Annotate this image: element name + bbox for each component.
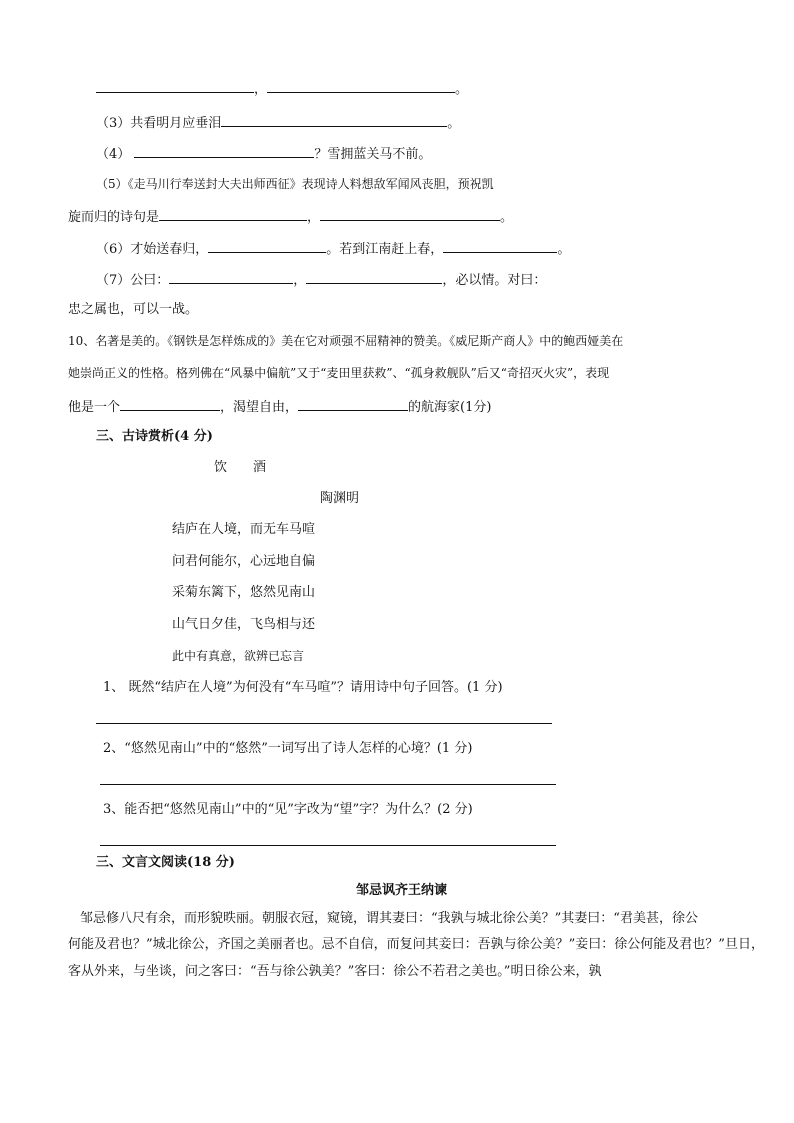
answer-blank[interactable] (169, 269, 293, 284)
poem-line: 问君何能尔，心远地自偏 (172, 554, 316, 569)
poem-question-1: 1、 既然“结庐在人境”为何没有“车马喧”？请用诗中句子回答。(1 分) (103, 680, 503, 695)
section-heading-poem: 三、古诗赏析(4 分) (96, 429, 213, 444)
answer-blank[interactable] (134, 143, 314, 158)
passage-line: 邹忌修八尺有余，而形貌昳丽。朝服衣冠，窥镜，谓其妻曰：“我孰与城北徐公美？”其妻曰：“君美甚，徐公 (80, 911, 698, 926)
q9-line-5b: 旋而归的诗句是 ， 。 (68, 206, 513, 227)
answer-blank[interactable] (267, 78, 455, 93)
q9-line-1: ， 。 (96, 78, 468, 99)
answer-blank[interactable] (443, 238, 557, 253)
q9-line-4: （4） ？雪拥蓝关马不前。 (96, 143, 431, 164)
poem-line: 此中有真意，欲辨已忘言 (172, 649, 305, 663)
q9-line-7: （7）公曰： ， ，必以情。对曰： (96, 269, 546, 290)
poem-line: 结庐在人境，而无车马喧 (172, 522, 316, 537)
answer-blank[interactable] (221, 112, 447, 127)
poem-question-2: 2、“悠然见南山”中的“悠然”一词写出了诗人怎样的心境？(1 分) (103, 741, 473, 756)
q10-line-1: 10、名著是美的。《钢铁是怎样炼成的》美在它对顽强不屈精神的赞美。《威尼斯产商人》中的鲍西娅美在 (68, 334, 624, 348)
answer-blank[interactable] (96, 78, 254, 93)
answer-blank[interactable] (306, 269, 442, 284)
poem-author: 陶渊明 (320, 491, 360, 506)
answer-blank[interactable] (298, 396, 408, 411)
q10-line-3: 他是一个 ，渴望自由， 的航海家(1分) (68, 396, 491, 417)
answer-blank[interactable] (120, 396, 220, 411)
poem-title: 饮 酒 (214, 460, 267, 475)
q10-line-2: 她崇尚正义的性格。格列佛在“风暴中偏航”又于“麦田里获救”、“孤身救舰队”后又“奇招灭火灾”，表现 (68, 366, 610, 380)
passage-title: 邹忌讽齐王纳谏 (356, 883, 448, 898)
answer-blank[interactable] (159, 206, 307, 221)
poem-question-3: 3、能否把“悠然见南山”中的“见”字改为“望”字？为什么？(2 分) (103, 802, 473, 817)
q9-line-6: （6）才始送春归， 。若到江南赶上春， 。 (96, 238, 570, 259)
answer-line[interactable] (100, 845, 556, 846)
passage-line: 客从外来，与坐谈，问之客曰：“吾与徐公孰美？”客曰：徐公不若君之美也。”明日徐公来，孰 (68, 964, 602, 979)
q9-line-7b: 忠之属也，可以一战。 (68, 302, 199, 317)
answer-line[interactable] (96, 723, 552, 724)
q9-line-3: （3）共看明月应垂泪 。 (96, 112, 460, 133)
section-heading-classical: 三、文言文阅读(18 分) (96, 855, 235, 870)
answer-blank[interactable] (320, 206, 500, 221)
poem-line: 山气日夕佳，飞鸟相与还 (172, 617, 316, 632)
answer-line[interactable] (100, 784, 556, 785)
poem-line: 采菊东篱下，悠然见南山 (172, 585, 316, 600)
q9-line-5: （5）《走马川行奉送封大夫出师西征》表现诗人料想敌军闻风丧胆，预祝凯 (96, 177, 494, 191)
answer-blank[interactable] (208, 238, 326, 253)
passage-line: 何能及君也？”城北徐公，齐国之美丽者也。忌不自信，而复问其妾曰：吾孰与徐公美？”妾曰：徐公何能及君也？”旦日， (68, 937, 764, 952)
